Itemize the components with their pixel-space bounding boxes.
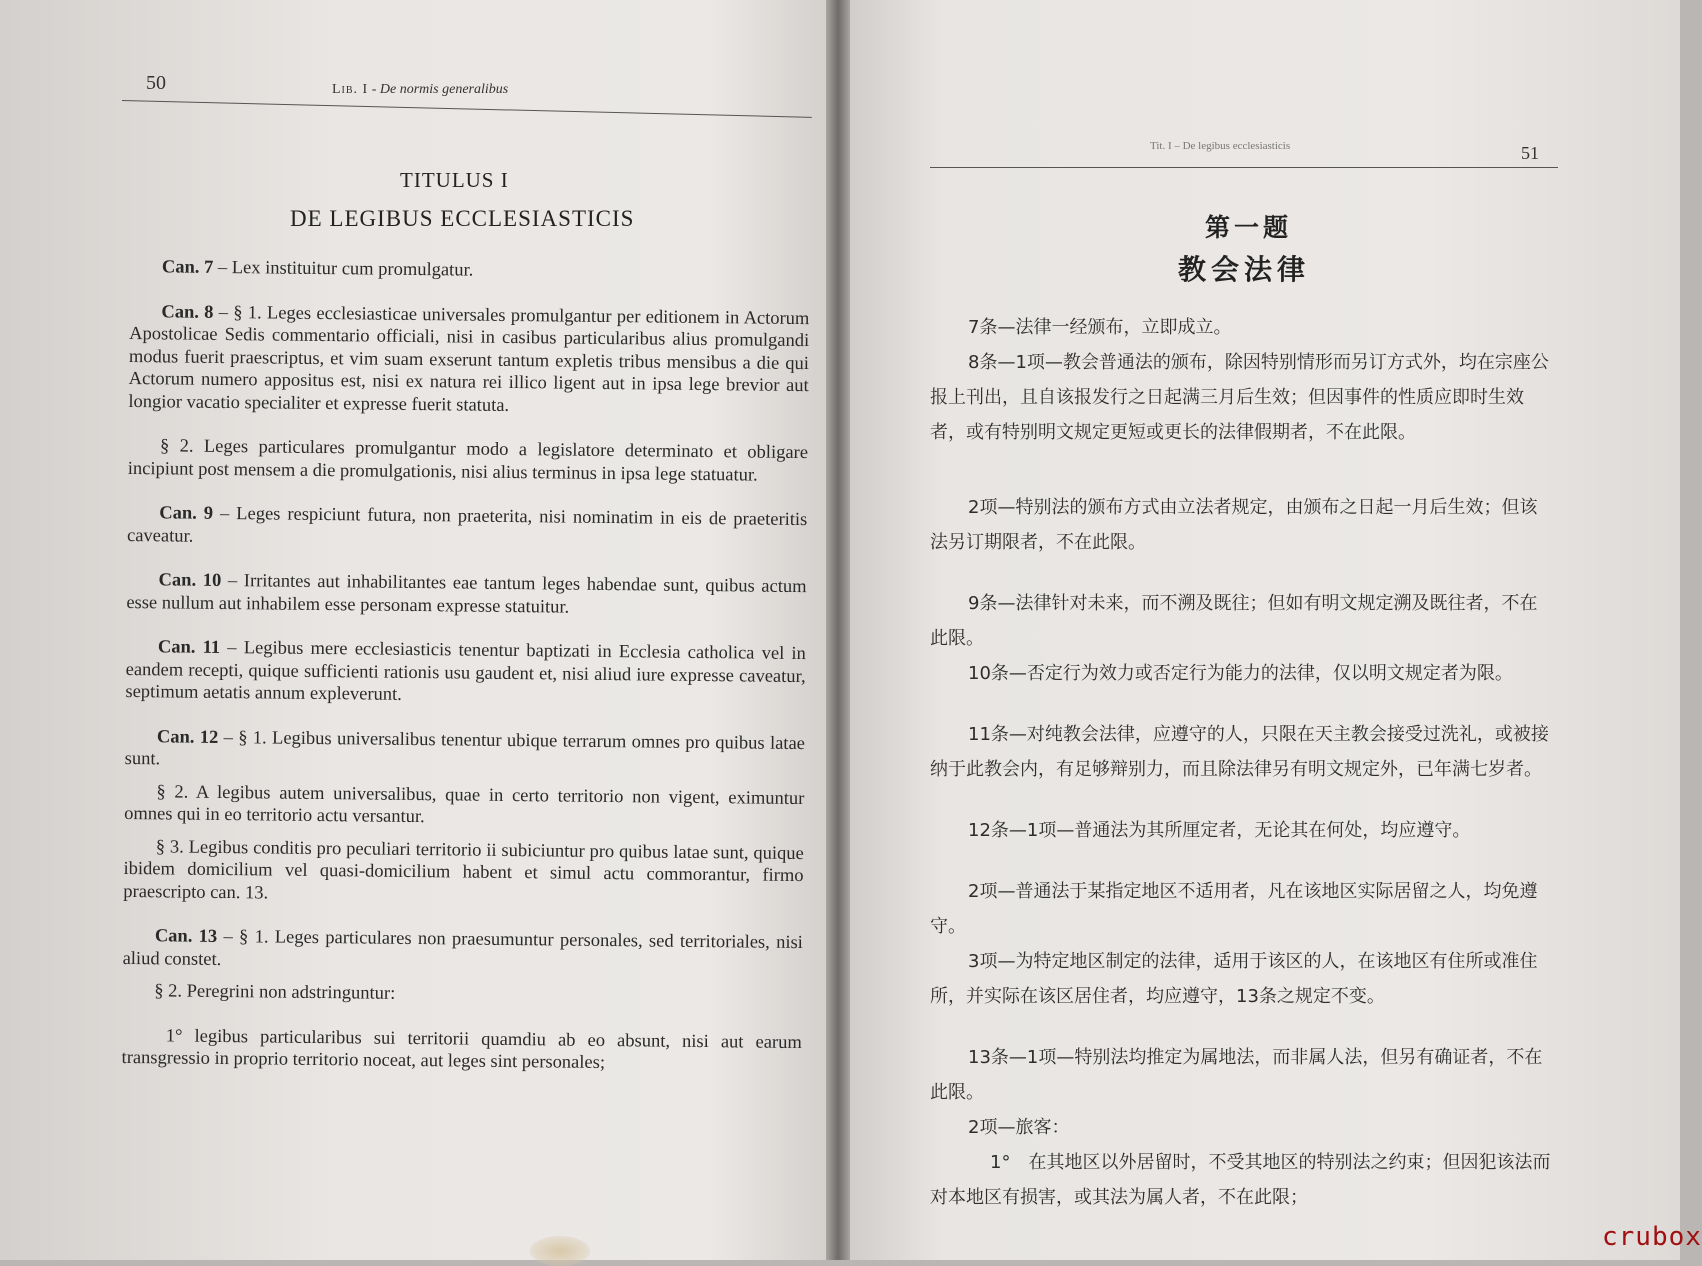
canon-text: – § 1. Leges particulares non praesumuntur personales, sed territoriales, nisi aliud constet. xyxy=(122,926,803,970)
chinese-title: 教会法律 xyxy=(1178,253,1311,286)
article-paragraph: 2项—特别法的颁布方式由立法者规定，由颁布之日起一月后生效；但该法另订期限者，不在此限。 xyxy=(930,497,1538,553)
article-paragraph: 3项—为特定地区制定的法律，适用于该区的人，在该地区有住所或准住所，并实际在该区居住者，均应遵守，13条之规定不变。 xyxy=(930,951,1538,1007)
canon-paragraph xyxy=(128,300,809,420)
article-paragraph: 12条—1项—普通法为其所厘定者，无论其在何处，均应遵守。 xyxy=(968,820,1471,841)
canon-label: Can. 12 xyxy=(156,726,219,748)
article-paragraph: 2项—旅客： xyxy=(968,1117,1070,1138)
canon-text: – Lex instituitur cum promulgatur. xyxy=(213,257,474,281)
book-gutter xyxy=(826,0,850,1260)
article-paragraph: 2项—普通法于某指定地区不适用者，凡在该地区实际居留之人，均免遵守。 xyxy=(930,881,1538,937)
article-paragraph: 7条—法律一经颁布，立即成立。 xyxy=(968,317,1232,338)
canon-label: Can. 9 xyxy=(159,503,214,524)
canon-text: – Leges respiciunt futura, non praeterita, nisi nominatim in eis de praeteritis caveatur. xyxy=(126,503,808,547)
canon-label: Can. 8 xyxy=(161,301,214,323)
right-running-head: Tit. I – De legibus ecclesiasticis xyxy=(1150,140,1291,152)
article-paragraph: 1° 在其地区以外居留时，不受其地区的特别法之约束；但因犯该法而对本地区有损害，或其法为属人者，不在此限； xyxy=(930,1152,1551,1208)
canon-paragraph xyxy=(125,725,805,777)
canon-paragraph xyxy=(128,435,808,487)
left-running-head xyxy=(332,82,508,98)
canon-text: – § 1. Leges ecclesiasticae universales promulgantur per editionem in Actorum Apostolicae Sedis commentario officiali, nisi in casibus particularibus alius promulgandi modus fuerit praescriptus, et vim suam exserunt tantum expletis tribus mensibus a die qui Actorum numero appositus est, nisi ex natura rei illico ligent aut in ipsa lege brevior aut longior vacatio specialiter et expresse fuerit statuta. xyxy=(128,302,810,416)
canon-paragraph xyxy=(122,980,802,1010)
canon-label: Can. 7 xyxy=(161,257,214,278)
canon-paragraph xyxy=(123,835,804,910)
canon-text: – § 1. Legibus universalibus tenentur ubique terrarum omnes pro quibus latae sunt. xyxy=(124,727,806,770)
canon-label: Can. 13 xyxy=(154,926,218,947)
canon-paragraph xyxy=(121,1024,801,1076)
chinese-title-number: 第一题 xyxy=(1205,213,1293,242)
canon-label: Can. 11 xyxy=(157,637,221,658)
latin-title: DE LEGIBUS ECCLESIASTICIS xyxy=(290,206,635,231)
canon-text: § 2. A legibus autem universalibus, quae in certo territorio non vigent, eximuntur omnes qui in eo territorio actu versantur. xyxy=(124,781,805,828)
canon-paragraph xyxy=(125,636,806,711)
canon-text: – Irritantes aut inhabilitantes eae tantum leges habendae sunt, quibus actum esse nullum aut inhabilem esse personam expresse statuitur. xyxy=(126,570,807,618)
chinese-body xyxy=(930,310,1552,1215)
left-page-number: 50 xyxy=(146,72,166,94)
canon-text: § 3. Legibus conditis pro peculiari territorio ii subiciuntur pro quibus latae sunt, quique ibidem domicilium vel quasi-domicilium habent et simul actu commorantur, firmo praescripto can. 13. xyxy=(123,836,804,903)
article-paragraph: 11条—对纯教会法律，应遵守的人，只限在天主教会接受过洗礼，或被接纳于此教会内，有足够辩别力，而且除法律另有明文规定外，已年满七岁者。 xyxy=(930,724,1549,780)
article-paragraph: 13条—1项—特别法均推定为属地法，而非属人法，但另有确证者，不在此限。 xyxy=(930,1047,1543,1103)
article-paragraph: 9条—法律针对未来，而不溯及既往；但如有明文规定溯及既往者，不在此限。 xyxy=(930,593,1538,649)
article-paragraph: 10条—否定行为效力或否定行为能力的法律，仅以明文规定者为限。 xyxy=(968,663,1513,684)
watermark: crubox xyxy=(1602,1222,1702,1252)
canon-paragraph xyxy=(126,569,806,621)
titulus-heading: TITULUS I xyxy=(400,168,509,192)
canon-label: Can. 10 xyxy=(158,570,222,591)
canon-paragraph xyxy=(124,780,804,832)
page-edge-shadow xyxy=(530,1236,590,1266)
running-head-lib: Lib. I xyxy=(332,82,369,97)
running-head-rest: - De normis generalibus xyxy=(368,82,509,97)
canon-text: – Legibus mere ecclesiasticis tenentur baptizati in Ecclesia catholica vel in eandem recepti, quique sufficienti rationis usu gaudent et, nisi aliud iure expresse caveatur, septimum aetatis annum expleverunt. xyxy=(125,637,806,705)
canon-paragraph xyxy=(123,925,803,977)
canon-paragraph xyxy=(127,502,807,554)
article-paragraph: 8条—1项—教会普通法的颁布，除因特别情形而另订方式外，均在宗座公报上刊出，且自该报发行之日起满三月后生效；但因事件的性质应即时生效者，或有特别明文规定更短或更长的法律假期者，不在此限。 xyxy=(930,352,1549,443)
right-page-number: 51 xyxy=(1521,143,1539,163)
right-header-rule xyxy=(930,167,1558,168)
canon-text: § 2. Peregrini non adstringuntur: xyxy=(154,981,396,1004)
canon-text: 1° legibus particularibus sui territorii quamdiu ab eo absunt, nisi aut earum transgressio in proprio territorio noceat, aut leges sint personales; xyxy=(121,1025,802,1074)
canon-text: § 2. Leges particulares promulgantur modo a legislatore determinato et obligare incipiunt post mensem a die promulgationis, nisi alius terminus in ipsa lege statuatur. xyxy=(127,436,809,486)
latin-body xyxy=(121,256,810,1099)
